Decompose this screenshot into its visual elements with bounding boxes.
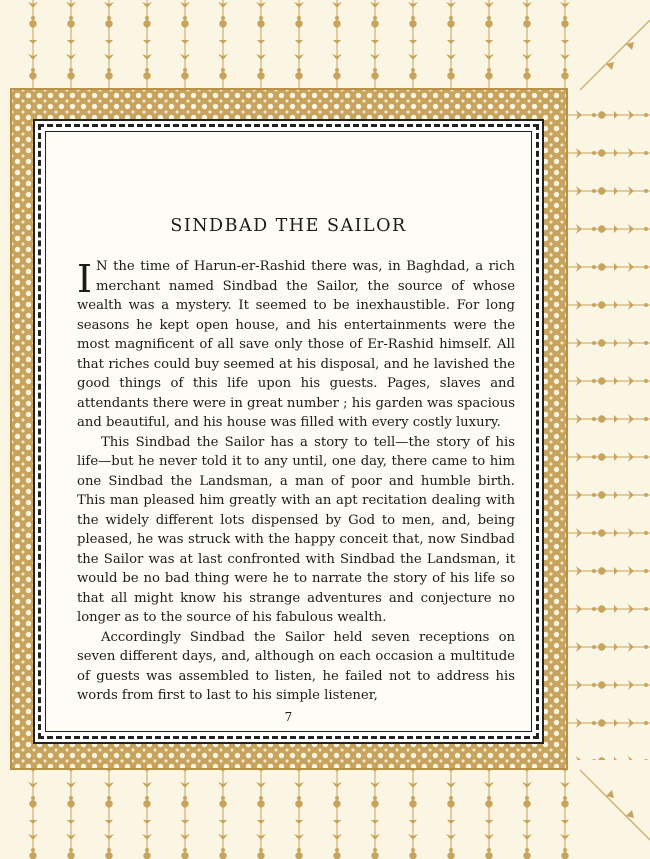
- text-frame: [33, 119, 544, 744]
- drop-cap: I: [77, 257, 93, 301]
- paragraph-1-text: N the time of Harun-er-Rashid there was, in Baghdad, a rich merchant named Sindbad the Sailor, the source of whose wealth was a mystery. It seemed to be inexhaustible. For long seasons he kept open house, and his entertainments were the most magnificent of all save only those of Er-Rashid himself. All that riches could buy seemed at his disposal, and he lavished the good things of this life upon his guests. Pages, slaves and attendants there were in great number ; his garden was spacious and beautiful, and his house was filled with every costly luxury.: [77, 259, 515, 430]
- paragraph-1: [77, 257, 515, 433]
- page-number: 7: [284, 710, 293, 724]
- page-title: SINDBAD THE SAILOR: [170, 216, 407, 236]
- text-panel: [45, 131, 532, 732]
- paragraph-3: Accordingly Sindbad the Sailor held seven receptions on seven different days, and, although on each occasion a multitude of guests was assembled to listen, he failed not to address his words from first to last to his simple listener,: [77, 629, 515, 703]
- paragraph-2: This Sindbad the Sailor has a story to tell—the story of his life—but he never told it to any until, one day, there came to him one Sindbad the Landsman, a man of poor and humble birth. This man pleased him greatly with an apt recitation dealing with the widely different lots dispensed by God to men, and, being pleased, he was struck with the happy conceit that, now Sindbad the Sailor was at last confronted with Sindbad the Landsman, it would be no bad thing were he to narrate the story of his life so that all might know his strange adventures and conjecture no longer as to the source of his fabulous wealth.: [77, 434, 515, 625]
- body-text: [77, 257, 515, 706]
